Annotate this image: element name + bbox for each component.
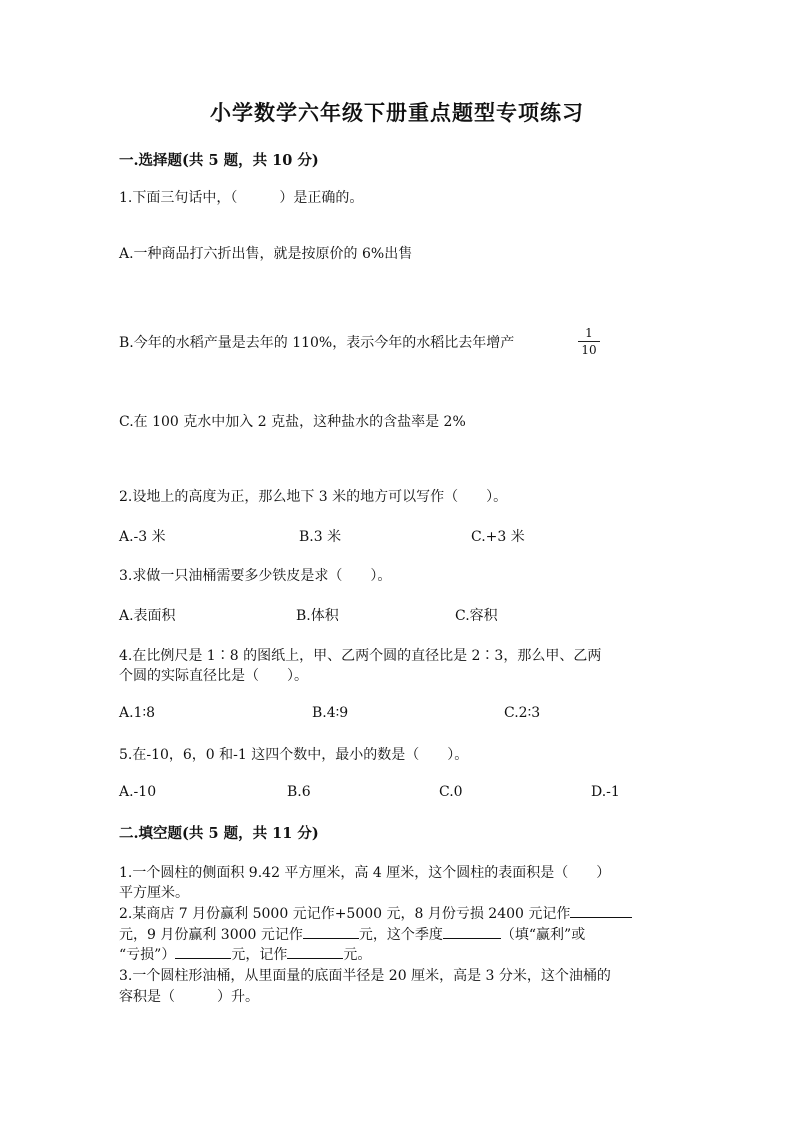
page-title: 小学数学六年级下册重点题型专项练习 (210, 100, 584, 125)
question-1-option-b: B.今年的水稻产量是去年的 110%，表示今年的水稻比去年增产 (119, 335, 515, 351)
question-5-stem: 5.在-10，6，0 和-1 这四个数中，最小的数是（ ）。 (119, 747, 469, 763)
question-3-option-c: C.容积 (455, 608, 498, 624)
question-2-stem: 2.设地上的高度为正，那么地下 3 米的地方可以写作（ ）。 (119, 489, 508, 505)
fill-question-2-text-7: 元。 (343, 947, 372, 963)
fill-question-2-line-1 (119, 903, 632, 923)
question-3-option-b: B.体积 (296, 608, 339, 624)
fill-question-2-line-3 (119, 944, 371, 964)
fill-question-2-text-4: （填“赢利”或 (500, 927, 586, 943)
question-3-option-a: A.表面积 (119, 608, 176, 624)
answer-blank[interactable] (443, 924, 501, 939)
fill-question-2-text-5: “亏损”） (119, 947, 176, 963)
question-2-option-b: B.3 米 (299, 529, 342, 545)
fill-question-2-text-3: 元，这个季度 (358, 927, 443, 943)
question-4-option-b: B.4∶9 (312, 705, 349, 721)
fraction-numerator: 1 (585, 326, 593, 340)
question-2-option-a: A.-3 米 (119, 529, 166, 545)
question-1-stem: 1.下面三句话中，（ ）是正确的。 (119, 190, 364, 206)
fill-question-3-line-1: 3.一个圆柱形油桶，从里面量的底面半径是 20 厘米，高是 3 分米，这个油桶的 (119, 968, 611, 984)
answer-blank[interactable] (303, 924, 359, 939)
question-4-option-a: A.1∶8 (119, 705, 156, 721)
fill-question-2-text-6: 元，记作 (231, 947, 288, 963)
answer-blank[interactable] (175, 944, 231, 959)
question-4-stem-line-2: 个圆的实际直径比是（ ）。 (119, 668, 308, 684)
question-5-option-b: B.6 (287, 784, 311, 800)
fill-question-2-text-2: 元，9 月份赢利 3000 元记作 (119, 927, 303, 943)
question-1-option-a: A.一种商品打六折出售，就是按原价的 6%出售 (119, 246, 413, 262)
question-5-option-d: D.-1 (591, 784, 620, 800)
fill-question-1-line-1: 1.一个圆柱的侧面积 9.42 平方厘米，高 4 厘米，这个圆柱的表面积是（ ） (119, 865, 611, 881)
fill-question-1-line-2: 平方厘米。 (119, 885, 189, 901)
fraction-bar (578, 341, 600, 342)
section-2-heading: 二.填空题(共 5 题，共 11 分) (119, 825, 319, 842)
question-4-stem-line-1: 4.在比例尺是 1∶8 的图纸上，甲、乙两个圆的直径比是 2∶3，那么甲、乙两 (119, 648, 602, 664)
section-1-heading: 一.选择题(共 5 题，共 10 分) (119, 152, 319, 169)
fill-question-2-line-2 (119, 924, 585, 944)
question-3-stem: 3.求做一只油桶需要多少铁皮是求（ ）。 (119, 568, 392, 584)
answer-blank[interactable] (570, 903, 632, 918)
question-4-option-c: C.2∶3 (504, 705, 541, 721)
question-2-option-c: C.+3 米 (471, 529, 525, 545)
fill-question-3-line-2: 容积是（ ）升。 (119, 989, 259, 1005)
question-5-option-a: A.-10 (119, 784, 157, 800)
fill-question-2-text-1: 2.某商店 7 月份赢利 5000 元记作+5000 元，8 月份亏损 2400 元记作 (119, 906, 571, 922)
answer-blank[interactable] (287, 944, 343, 959)
question-1-option-c: C.在 100 克水中加入 2 克盐，这种盐水的含盐率是 2% (119, 414, 466, 430)
fraction-one-tenth (578, 326, 600, 357)
question-5-option-c: C.0 (439, 784, 463, 800)
fraction-denominator: 10 (581, 343, 597, 357)
